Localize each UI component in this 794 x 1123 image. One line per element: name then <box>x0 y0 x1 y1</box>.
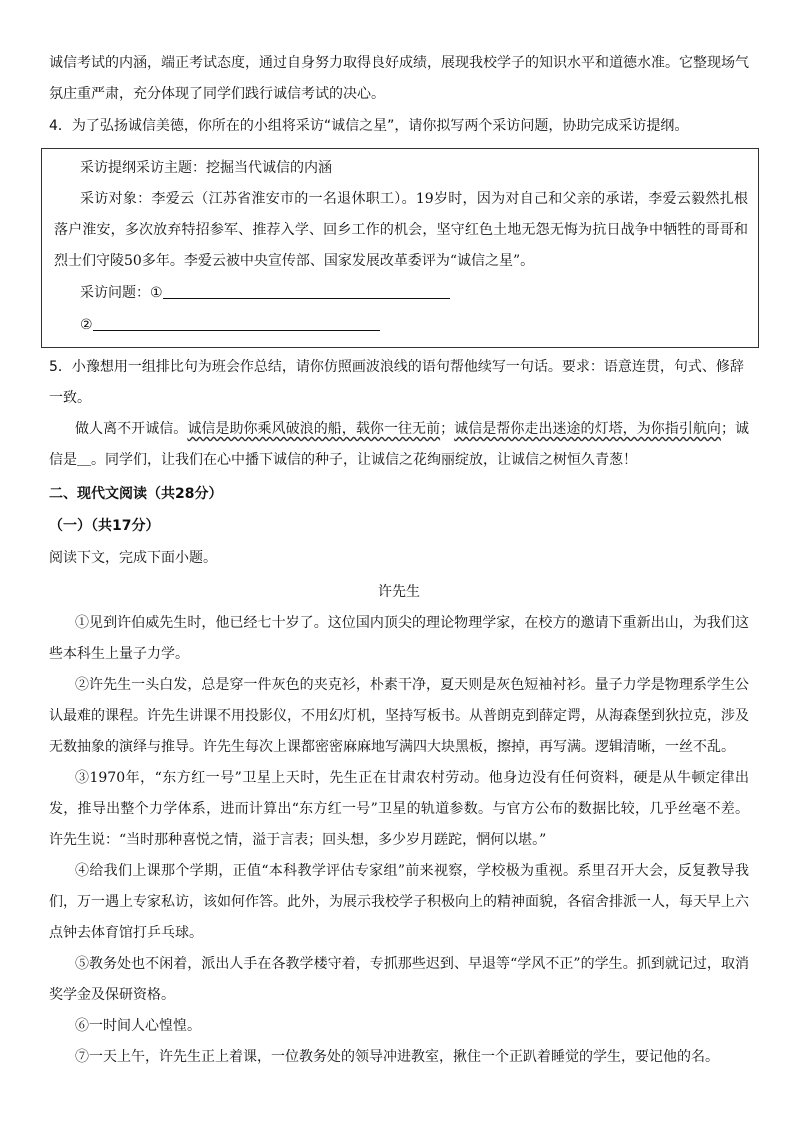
article-paragraph-7: ⑦一天上午，许先生正上着课，一位教务处的领导冲进教室，揪住一个正趴着睡觉的学生，要记他的名。 <box>75 1049 719 1065</box>
interview-question-2-row <box>54 309 748 341</box>
document-page <box>49 48 749 1073</box>
outline-body: 采访对象：李爱云（江苏省淮安市的一名退休职工）。19岁时，因为对自己和父亲的承诺，李爱云毅然扎根落户淮安，多次放弃特招参军、推荐入学、回乡工作的机会，坚守红色土地无怨无悔为抗日战争中牺牲的哥哥和烈士们守陵50多年。李爱云被中央宣传部、国家发展改革委评为“诚信之星”。 <box>54 191 748 269</box>
interview-outline-box <box>41 148 759 348</box>
q5-parallel-text <box>49 414 749 476</box>
answer-blank-2[interactable] <box>93 314 380 331</box>
article-paragraph-5: ⑤教务处也不闲着，派出人手在各教学楼守着，专抓那些迟到、早退等“学风不正”的学生。抓到就记过，取消奖学金及保研资格。 <box>49 956 749 1003</box>
article-paragraph-6: ⑥一时间人心惶惶。 <box>75 1018 201 1034</box>
wavy-sentence-2: 诚信是帮你走出迷途的灯塔，为你指引航向 <box>454 421 721 437</box>
article-paragraph-2: ②许先生一头白发，总是穿一件灰色的夹克衫，朴素干净，夏天则是灰色短袖衬衫。量子力学是物理系学生公认最难的课程。许先生讲课不用投影仪，不用幻灯机，坚持写板书。从普朗克到薛定谔，从海森堡到狄拉克，涉及无数抽象的演绎与推导。许先生每次上课都密密麻麻地写满四大块黑板，擦掉，再写满。逻辑清晰，一丝不乱。 <box>49 677 749 755</box>
q5-separator: ； <box>440 421 455 437</box>
question-4: 4．为了弘扬诚信美德，你所在的小组将采访“诚信之星”，请你拟写两个采访问题，协助完成采访提纲。 <box>49 118 689 134</box>
section-2-subtitle: （一）（共17分） <box>49 518 160 534</box>
article-paragraph-4: ④给我们上课那个学期，正值“本科教学评估专家组”前来视察，学校极为重视。系里召开大会，反复教导我们，万一遇上专家私访，该如何作答。此外，为展示我校学子积极向上的精神面貌，各宿舍排派一人，每天早上六点钟去体育馆打乒乓球。 <box>49 863 749 941</box>
q5-lead: 做人离不开诚信。 <box>75 421 188 437</box>
interview-question-2-label: ② <box>80 317 93 333</box>
article-title: 许先生 <box>378 584 420 600</box>
section-2-title: 二、现代文阅读（共28分） <box>49 486 223 502</box>
wavy-sentence-1: 诚信是助你乘风破浪的船，载你一往无前 <box>187 421 441 437</box>
q5-tail: ；诚信是＿。同学们，让我们在心中播下诚信的种子，让诚信之花绚丽绽放，让诚信之树恒久青葱！ <box>49 421 750 468</box>
intro-text: 诚信考试的内涵，端正考试态度，通过自身努力取得良好成绩，展现我校学子的知识水平和道德水准。它整现场气氛庄重严肃，充分体现了同学们践行诚信考试的决心。 <box>49 55 749 102</box>
interview-question-1-label: 采访问题：① <box>80 285 163 301</box>
question-5: 5．小豫想用一组排比句为班会作总结，请你仿照画波浪线的语句帮他续写一句话。要求：语意连贯，句式、修辞一致。 <box>49 359 744 406</box>
answer-blank-1[interactable] <box>163 282 450 299</box>
article-paragraph-1: ①见到许伯威先生时，他已经七十岁了。这位国内顶尖的理论物理学家，在校方的邀请下重新出山，为我们这些本科生上量子力学。 <box>49 615 749 662</box>
interview-question-1-row <box>54 277 748 309</box>
reading-instruction: 阅读下文，完成下面小题。 <box>49 550 217 566</box>
article-paragraph-3: ③1970年，“东方红一号”卫星上天时，先生正在甘肃农村劳动。他身边没有任何资料，硬是从牛顿定律出发，推导出整个力学体系，进而计算出“东方红一号”卫星的轨道参数。与官方公布的数据比较，几乎丝毫不差。许先生说：“当时那种喜悦之情，溢于言表；回头想，多少岁月蹉跎，惘何以堪。” <box>49 770 749 848</box>
outline-title: 采访提纲采访主题：挖掘当代诚信的内涵 <box>80 160 332 176</box>
